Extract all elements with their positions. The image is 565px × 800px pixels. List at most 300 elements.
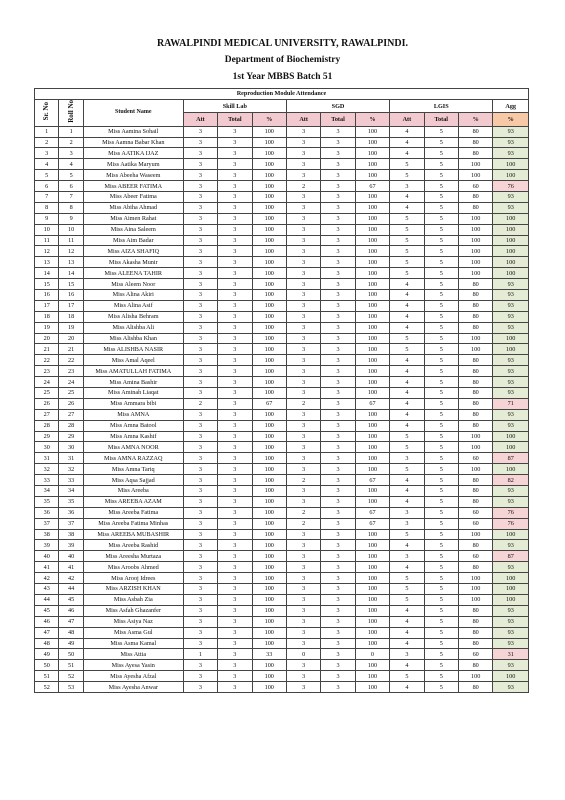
sgd-pct-cell: 100: [355, 605, 389, 616]
lgis-total-cell: 5: [424, 551, 458, 562]
skill-att-cell: 3: [183, 431, 217, 442]
student-name-cell: Miss Alishba Khan: [83, 333, 183, 344]
lgis-pct-cell: 80: [458, 638, 492, 649]
skill-pct-cell: 100: [252, 235, 286, 246]
lgis-pct-cell: 100: [458, 159, 492, 170]
lgis-pct-cell: 60: [458, 181, 492, 192]
skill-pct-cell: 100: [252, 475, 286, 486]
lgis-pct-cell: 80: [458, 398, 492, 409]
agg-pct-cell: 31: [493, 649, 529, 660]
sgd-total-cell: 3: [321, 311, 355, 322]
skill-att-cell: 3: [183, 148, 217, 159]
table-row: [35, 148, 529, 159]
skill-pct-cell: 100: [252, 290, 286, 301]
sgd-total-cell: 3: [321, 594, 355, 605]
sgd-att-cell: 3: [286, 235, 320, 246]
sgd-att-cell: 3: [286, 486, 320, 497]
skill-pct-cell: 100: [252, 682, 286, 693]
lgis-total-cell: 5: [424, 594, 458, 605]
agg-pct-cell: 93: [493, 616, 529, 627]
sgd-att-cell: 3: [286, 616, 320, 627]
roll-no-cell: 18: [59, 311, 83, 322]
skill-att-cell: 3: [183, 322, 217, 333]
sgd-att-cell: 3: [286, 377, 320, 388]
sgd-total-cell: 3: [321, 486, 355, 497]
lgis-att-cell: 4: [390, 322, 424, 333]
student-name-cell: Miss Aim Badar: [83, 235, 183, 246]
sgd-total-cell: 3: [321, 344, 355, 355]
skill-att-cell: 3: [183, 213, 217, 224]
sgd-att-cell: 3: [286, 170, 320, 181]
table-row: [35, 398, 529, 409]
skill-pct-cell: 100: [252, 671, 286, 682]
lgis-pct-cell: 80: [458, 322, 492, 333]
agg-pct-cell: 87: [493, 453, 529, 464]
sgd-att-cell: 2: [286, 518, 320, 529]
sgd-att-cell: 3: [286, 159, 320, 170]
lgis-total-cell: 5: [424, 137, 458, 148]
table-row: [35, 540, 529, 551]
skill-pct-cell: 100: [252, 366, 286, 377]
table-row: [35, 322, 529, 333]
agg-pct-cell: 93: [493, 660, 529, 671]
lgis-att-cell: 5: [390, 594, 424, 605]
agg-pct-cell: 100: [493, 529, 529, 540]
table-row: [35, 355, 529, 366]
lgis-pct-cell: 100: [458, 464, 492, 475]
sgd-pct-cell: 100: [355, 170, 389, 181]
lgis-pct-cell: 80: [458, 486, 492, 497]
skill-att-cell: 3: [183, 453, 217, 464]
agg-pct-cell: 76: [493, 518, 529, 529]
attendance-table: [34, 88, 529, 693]
lgis-total-cell: 5: [424, 366, 458, 377]
skill-total-cell: 3: [218, 594, 252, 605]
sr-no-header: Sr. No: [35, 99, 59, 126]
student-name-header: Student Name: [83, 99, 183, 126]
student-name-cell: Miss Amna Kashif: [83, 431, 183, 442]
skill-pct-cell: 100: [252, 159, 286, 170]
skill-att-cell: 3: [183, 170, 217, 181]
roll-no-cell: 27: [59, 409, 83, 420]
agg-pct-cell: 93: [493, 300, 529, 311]
roll-no-cell: 31: [59, 453, 83, 464]
table-row: [35, 126, 529, 137]
sgd-att-cell: 3: [286, 148, 320, 159]
student-name-cell: Miss Abeer Fatima: [83, 191, 183, 202]
roll-no-cell: 16: [59, 290, 83, 301]
sgd-total-cell: 3: [321, 627, 355, 638]
sgd-att-cell: 3: [286, 573, 320, 584]
lgis-att-cell: 3: [390, 453, 424, 464]
skill-total-cell: 3: [218, 311, 252, 322]
lgis-pct-cell: 60: [458, 551, 492, 562]
lgis-pct-cell: 100: [458, 170, 492, 181]
skill-pct-cell: 100: [252, 202, 286, 213]
lgis-header: LGIS: [390, 99, 493, 112]
lgis-att-cell: 4: [390, 279, 424, 290]
roll-no-cell: 13: [59, 257, 83, 268]
sr-no-cell: 37: [35, 518, 59, 529]
table-row: [35, 377, 529, 388]
skill-att-cell: 3: [183, 682, 217, 693]
lgis-total-cell: 5: [424, 159, 458, 170]
sgd-pct-cell: 100: [355, 551, 389, 562]
table-row: [35, 573, 529, 584]
lgis-att-cell: 5: [390, 442, 424, 453]
skill-att-cell: 3: [183, 529, 217, 540]
sgd-att-cell: 3: [286, 529, 320, 540]
table-row: [35, 529, 529, 540]
skill-total-cell: 3: [218, 159, 252, 170]
table-row: [35, 616, 529, 627]
sr-no-cell: 50: [35, 660, 59, 671]
sgd-att-cell: 3: [286, 464, 320, 475]
skill-att-cell: 3: [183, 627, 217, 638]
skill-att-cell: 3: [183, 268, 217, 279]
agg-pct-cell: 93: [493, 322, 529, 333]
table-row: [35, 562, 529, 573]
lgis-att-cell: 5: [390, 573, 424, 584]
sgd-pct-cell: 100: [355, 279, 389, 290]
student-name-cell: Miss Areeba Fatima: [83, 507, 183, 518]
lgis-pct-cell: 80: [458, 409, 492, 420]
sgd-pct-cell: 100: [355, 235, 389, 246]
sgd-pct-cell: 100: [355, 322, 389, 333]
lgis-total-cell: 5: [424, 257, 458, 268]
skill-pct-cell: 100: [252, 638, 286, 649]
sgd-att-cell: 3: [286, 246, 320, 257]
skill-att-cell: 3: [183, 355, 217, 366]
roll-no-cell: 15: [59, 279, 83, 290]
agg-pct-cell: 93: [493, 540, 529, 551]
sgd-pct-cell: 67: [355, 507, 389, 518]
lgis-att-cell: 5: [390, 170, 424, 181]
agg-pct-cell: 100: [493, 159, 529, 170]
lgis-pct-cell: 100: [458, 224, 492, 235]
agg-pct-cell: 100: [493, 464, 529, 475]
table-row: [35, 486, 529, 497]
skill-att-header: Att: [183, 113, 217, 126]
student-name-cell: Miss Arooj Idrees: [83, 573, 183, 584]
table-row: [35, 605, 529, 616]
lgis-att-cell: 4: [390, 540, 424, 551]
skill-pct-cell: 100: [252, 148, 286, 159]
table-row: [35, 311, 529, 322]
sgd-total-cell: 3: [321, 181, 355, 192]
table-row: [35, 638, 529, 649]
sgd-total-cell: 3: [321, 562, 355, 573]
skill-att-cell: 3: [183, 594, 217, 605]
student-name-cell: Miss Areesha Murtaza: [83, 551, 183, 562]
lgis-att-cell: 3: [390, 507, 424, 518]
sgd-pct-cell: 100: [355, 159, 389, 170]
student-name-cell: Miss Asfah Ghazanfer: [83, 605, 183, 616]
student-name-cell: Miss Ayesa Yasin: [83, 660, 183, 671]
agg-pct-cell: 93: [493, 605, 529, 616]
agg-pct-cell: 93: [493, 409, 529, 420]
skill-pct-cell: 100: [252, 300, 286, 311]
student-name-cell: Miss ABEER FATIMA: [83, 181, 183, 192]
sgd-total-cell: 3: [321, 322, 355, 333]
roll-no-cell: 53: [59, 682, 83, 693]
sr-no-cell: 3: [35, 148, 59, 159]
sr-no-cell: 13: [35, 257, 59, 268]
sgd-att-cell: 3: [286, 551, 320, 562]
sgd-total-cell: 3: [321, 529, 355, 540]
lgis-pct-cell: 60: [458, 453, 492, 464]
skill-pct-cell: 100: [252, 605, 286, 616]
student-name-cell: Miss Asiya Naz: [83, 616, 183, 627]
sgd-att-cell: 3: [286, 584, 320, 595]
sgd-total-cell: 3: [321, 246, 355, 257]
lgis-total-cell: 5: [424, 202, 458, 213]
skill-att-cell: 3: [183, 388, 217, 399]
agg-pct-cell: 93: [493, 638, 529, 649]
lgis-total-cell: 5: [424, 529, 458, 540]
roll-no-cell: 6: [59, 181, 83, 192]
sgd-total-cell: 3: [321, 170, 355, 181]
lgis-total-cell: 5: [424, 486, 458, 497]
lgis-att-cell: 5: [390, 464, 424, 475]
sgd-pct-cell: 100: [355, 377, 389, 388]
skill-pct-cell: 100: [252, 170, 286, 181]
lgis-att-cell: 4: [390, 627, 424, 638]
roll-no-cell: 42: [59, 573, 83, 584]
skill-total-cell: 3: [218, 388, 252, 399]
skill-att-cell: 3: [183, 573, 217, 584]
sgd-pct-cell: 100: [355, 594, 389, 605]
student-name-cell: Miss AMATULLAH FATIMA: [83, 366, 183, 377]
sgd-pct-cell: 67: [355, 518, 389, 529]
sgd-att-cell: 3: [286, 431, 320, 442]
sr-no-cell: 25: [35, 388, 59, 399]
sgd-total-cell: 3: [321, 616, 355, 627]
skill-pct-cell: 100: [252, 191, 286, 202]
skill-pct-cell: 100: [252, 486, 286, 497]
university-title: RAWALPINDI MEDICAL UNIVERSITY, RAWALPINDI.: [156, 38, 409, 49]
skill-pct-cell: 67: [252, 398, 286, 409]
lgis-total-cell: 5: [424, 344, 458, 355]
skill-total-cell: 3: [218, 246, 252, 257]
lgis-att-cell: 5: [390, 529, 424, 540]
skill-total-cell: 3: [218, 126, 252, 137]
agg-pct-cell: 93: [493, 191, 529, 202]
skill-total-cell: 3: [218, 377, 252, 388]
roll-no-cell: 28: [59, 420, 83, 431]
sgd-pct-cell: 100: [355, 290, 389, 301]
agg-pct-cell: 93: [493, 377, 529, 388]
agg-header: Agg: [493, 99, 529, 112]
sr-no-cell: 23: [35, 366, 59, 377]
skill-pct-cell: 100: [252, 431, 286, 442]
skill-total-cell: 3: [218, 333, 252, 344]
sgd-total-cell: 3: [321, 464, 355, 475]
sr-no-cell: 45: [35, 605, 59, 616]
roll-no-cell: 5: [59, 170, 83, 181]
sgd-pct-cell: 100: [355, 355, 389, 366]
lgis-total-cell: 5: [424, 518, 458, 529]
skill-att-cell: 3: [183, 507, 217, 518]
lgis-att-cell: 4: [390, 366, 424, 377]
skill-pct-cell: 100: [252, 540, 286, 551]
sgd-pct-cell: 100: [355, 202, 389, 213]
skill-att-cell: 3: [183, 202, 217, 213]
sgd-total-cell: 3: [321, 333, 355, 344]
roll-no-cell: 21: [59, 344, 83, 355]
sr-no-cell: 5: [35, 170, 59, 181]
sgd-att-cell: 3: [286, 627, 320, 638]
sr-no-cell: 46: [35, 616, 59, 627]
skill-total-cell: 3: [218, 366, 252, 377]
lgis-pct-cell: 80: [458, 202, 492, 213]
table-row: [35, 300, 529, 311]
lgis-pct-cell: 100: [458, 268, 492, 279]
student-name-cell: Miss AREEBA AZAM: [83, 496, 183, 507]
lgis-pct-cell: 80: [458, 420, 492, 431]
skill-att-cell: 3: [183, 181, 217, 192]
lgis-total-cell: 5: [424, 671, 458, 682]
table-row: [35, 431, 529, 442]
sr-no-cell: 21: [35, 344, 59, 355]
lgis-total-cell: 5: [424, 398, 458, 409]
lgis-att-cell: 4: [390, 562, 424, 573]
sgd-att-cell: 3: [286, 322, 320, 333]
lgis-total-cell: 5: [424, 540, 458, 551]
lgis-total-cell: 5: [424, 300, 458, 311]
student-name-cell: Miss Alina Asif: [83, 300, 183, 311]
student-name-cell: Miss Ammara bibi: [83, 398, 183, 409]
lgis-att-cell: 5: [390, 344, 424, 355]
agg-pct-cell: 93: [493, 279, 529, 290]
lgis-pct-cell: 80: [458, 475, 492, 486]
sr-no-cell: 43: [35, 584, 59, 595]
student-name-cell: Miss Aimen Rahat: [83, 213, 183, 224]
student-name-cell: Miss AATIKA IJAZ: [83, 148, 183, 159]
table-row: [35, 420, 529, 431]
roll-no-cell: 39: [59, 540, 83, 551]
sgd-total-cell: 3: [321, 431, 355, 442]
skill-total-cell: 3: [218, 584, 252, 595]
table-row: [35, 388, 529, 399]
sgd-att-cell: 3: [286, 409, 320, 420]
sgd-pct-cell: 100: [355, 333, 389, 344]
sgd-att-cell: 3: [286, 366, 320, 377]
sgd-pct-cell: 100: [355, 257, 389, 268]
lgis-total-cell: 5: [424, 660, 458, 671]
student-name-cell: Miss Akasha Munir: [83, 257, 183, 268]
skill-pct-cell: 100: [252, 268, 286, 279]
table-row: [35, 627, 529, 638]
student-name-cell: Miss Amna Batool: [83, 420, 183, 431]
table-row: [35, 213, 529, 224]
sr-no-cell: 20: [35, 333, 59, 344]
lgis-att-cell: 4: [390, 616, 424, 627]
skill-pct-cell: 33: [252, 649, 286, 660]
student-name-cell: Miss Amina Bashir: [83, 377, 183, 388]
batch-title: 1st Year MBBS Batch 51: [232, 72, 333, 82]
roll-no-cell: 26: [59, 398, 83, 409]
lgis-total-cell: 5: [424, 431, 458, 442]
sr-no-cell: 30: [35, 442, 59, 453]
skill-att-cell: 2: [183, 398, 217, 409]
agg-pct-cell: 93: [493, 311, 529, 322]
lgis-pct-cell: 100: [458, 431, 492, 442]
skill-total-cell: 3: [218, 627, 252, 638]
student-name-cell: Miss AMNA: [83, 409, 183, 420]
sgd-total-cell: 3: [321, 573, 355, 584]
sr-no-cell: 15: [35, 279, 59, 290]
skill-pct-cell: 100: [252, 562, 286, 573]
skill-att-cell: 3: [183, 279, 217, 290]
skill-pct-cell: 100: [252, 377, 286, 388]
sgd-att-cell: 3: [286, 333, 320, 344]
skill-att-cell: 3: [183, 246, 217, 257]
lgis-total-cell: 5: [424, 268, 458, 279]
skill-att-cell: 3: [183, 126, 217, 137]
table-row: [35, 246, 529, 257]
student-name-cell: Miss Alisha Behram: [83, 311, 183, 322]
skill-total-cell: 3: [218, 300, 252, 311]
agg-pct-cell: 76: [493, 181, 529, 192]
table-row: [35, 137, 529, 148]
skill-pct-cell: 100: [252, 279, 286, 290]
agg-pct-cell: 100: [493, 584, 529, 595]
sgd-pct-cell: 67: [355, 181, 389, 192]
lgis-att-cell: 4: [390, 409, 424, 420]
roll-no-cell: 35: [59, 496, 83, 507]
skill-total-cell: 3: [218, 322, 252, 333]
lgis-att-cell: 4: [390, 486, 424, 497]
sgd-pct-cell: 100: [355, 388, 389, 399]
skill-total-cell: 3: [218, 398, 252, 409]
lgis-att-cell: 4: [390, 638, 424, 649]
skill-total-cell: 3: [218, 191, 252, 202]
skill-att-cell: 3: [183, 300, 217, 311]
skill-att-cell: 3: [183, 235, 217, 246]
sgd-total-cell: 3: [321, 584, 355, 595]
lgis-total-cell: 5: [424, 584, 458, 595]
sgd-pct-cell: 100: [355, 191, 389, 202]
sgd-att-cell: 3: [286, 191, 320, 202]
sgd-total-cell: 3: [321, 551, 355, 562]
skill-total-cell: 3: [218, 475, 252, 486]
sr-no-cell: 24: [35, 377, 59, 388]
skill-total-cell: 3: [218, 431, 252, 442]
skill-total-cell: 3: [218, 268, 252, 279]
student-name-cell: Miss Amal Aqeel: [83, 355, 183, 366]
lgis-total-cell: 5: [424, 181, 458, 192]
lgis-pct-cell: 100: [458, 671, 492, 682]
skill-pct-cell: 100: [252, 224, 286, 235]
student-name-cell: Miss Asma Gul: [83, 627, 183, 638]
sgd-pct-cell: 100: [355, 562, 389, 573]
sgd-total-cell: 3: [321, 398, 355, 409]
agg-pct-cell: 93: [493, 388, 529, 399]
agg-pct-cell: 93: [493, 202, 529, 213]
sr-no-cell: 31: [35, 453, 59, 464]
sr-no-cell: 18: [35, 311, 59, 322]
lgis-pct-cell: 80: [458, 682, 492, 693]
agg-pct-cell: 93: [493, 420, 529, 431]
skill-pct-cell: 100: [252, 442, 286, 453]
lgis-total-cell: 5: [424, 442, 458, 453]
sgd-pct-cell: 100: [355, 529, 389, 540]
sgd-pct-cell: 100: [355, 638, 389, 649]
sr-no-cell: 10: [35, 224, 59, 235]
skill-total-cell: 3: [218, 181, 252, 192]
lgis-total-cell: 5: [424, 148, 458, 159]
